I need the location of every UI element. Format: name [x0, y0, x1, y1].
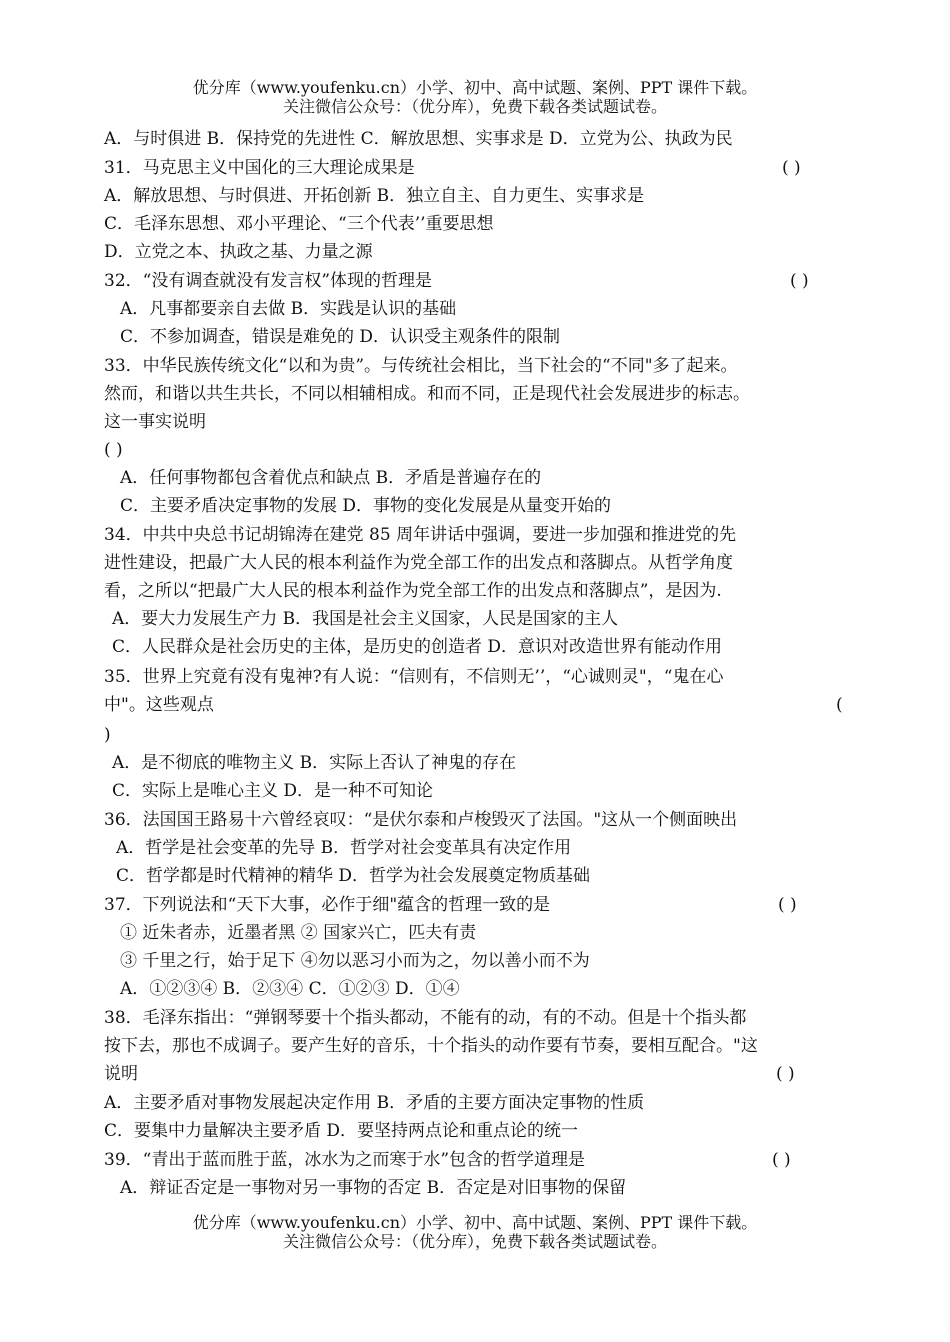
- q31-options-ab: A．解放思想、与时俱进、开拓创新 B．独立自主、自力更生、实事求是: [104, 186, 645, 206]
- q35-options-cd: C．实际上是唯心主义 D．是一种不可知论: [112, 781, 434, 801]
- q33-options-cd: C．主要矛盾决定事物的发展 D．事物的变化发展是从量变开始的: [120, 496, 612, 516]
- q32-stem: 32．“没有调查就没有发言权”体现的哲理是: [104, 271, 433, 291]
- page-footer: [0, 1213, 950, 1251]
- q35-options-ab: A．是不彻底的唯物主义 B．实际上否认了神鬼的存在: [112, 753, 517, 773]
- q37-answer-paren: ( ): [778, 895, 797, 915]
- q36-options-ab: A．哲学是社会变革的先导 B．哲学对社会变革具有决定作用: [116, 838, 572, 858]
- q32-options-ab: A．凡事都要亲自去做 B．实践是认识的基础: [120, 299, 457, 319]
- q38-options-cd: C．要集中力量解决主要矛盾 D．要坚持两点论和重点论的统一: [104, 1121, 579, 1141]
- q33-answer-paren: ( ): [104, 440, 123, 460]
- q32-answer-paren: ( ): [790, 271, 809, 291]
- q33-line-3: 这一事实说明: [104, 412, 206, 432]
- q31-option-c: C．毛泽东思想、邓小平理论、“三个代表’’重要思想: [104, 214, 494, 234]
- q34-line-2: 进性建设，把最广大人民的根本利益作为党全部工作的出发点和落脚点。从哲学角度: [104, 553, 733, 573]
- q35-answer-paren-close: ): [104, 725, 111, 745]
- q39-options-ab: A．辩证否定是一事物对另一事物的否定 B．否定是对旧事物的保留: [120, 1178, 627, 1198]
- q39-answer-paren: ( ): [772, 1150, 791, 1170]
- q37-options: A．①②③④ B．②③④ C．①②③ D．①④: [120, 979, 460, 999]
- q36-options-cd: C．哲学都是时代精神的精华 D．哲学为社会发展奠定物质基础: [116, 866, 591, 886]
- header-line-1: 优分库（www.youfenku.cn）小学、初中、高中试题、案例、PPT 课件下载。: [192, 78, 758, 97]
- q33-options-ab: A．任何事物都包含着优点和缺点 B．矛盾是普遍存在的: [120, 468, 542, 488]
- q31-stem: 31．马克思主义中国化的三大理论成果是: [104, 158, 415, 178]
- q31-option-d: D．立党之本、执政之基、力量之源: [104, 242, 373, 262]
- q30-options: A．与时俱进 B．保持党的先进性 C．解放思想、实事求是 D．立党为公、执政为民: [104, 129, 733, 149]
- q36-stem: 36．法国国王路易十六曾经哀叹：“是伏尔泰和卢梭毁灭了法国。"这从一个侧面映出: [104, 810, 738, 830]
- q37-stem: 37．下列说法和“天下大事，必作于细"蕴含的哲理一致的是: [104, 895, 551, 915]
- q34-options-cd: C．人民群众是社会历史的主体，是历史的创造者 D．意识对改造世界有能动作用: [112, 637, 723, 657]
- q31-answer-paren: ( ): [782, 158, 801, 178]
- q34-line-3: 看，之所以“把最广大人民的根本利益作为党全部工作的出发点和落脚点”，是因为.: [104, 581, 722, 601]
- q38-options-ab: A．主要矛盾对事物发展起决定作用 B．矛盾的主要方面决定事物的性质: [104, 1093, 645, 1113]
- q37-items-3-4: ③ 千里之行，始于足下 ④勿以恶习小而为之，勿以善小而不为: [120, 951, 590, 971]
- q38-line-3: 说明: [104, 1064, 138, 1084]
- q34-line-1: 34．中共中央总书记胡锦涛在建党 85 周年讲话中强调，要进一步加强和推进党的先: [104, 525, 737, 545]
- q37-items-1-2: ① 近朱者赤，近墨者黑 ② 国家兴亡，匹夫有责: [120, 923, 477, 943]
- q38-answer-paren: ( ): [776, 1064, 795, 1084]
- footer-line-2: 关注微信公众号：（优分库），免费下载各类试题试卷。: [282, 1232, 667, 1251]
- q33-line-1: 33．中华民族传统文化“以和为贵”。与传统社会相比，当下社会的“不同"多了起来。: [104, 356, 738, 376]
- q35-line-1: 35．世界上究竟有没有鬼神?有人说：“信则有，不信则无’’，“心诚则灵"，“鬼在心: [104, 667, 724, 687]
- q38-line-2: 按下去，那也不成调子。要产生好的音乐，十个指头的动作要有节奏，要相互配合。"这: [104, 1036, 758, 1056]
- footer-line-1: 优分库（www.youfenku.cn）小学、初中、高中试题、案例、PPT 课件下载。: [192, 1213, 758, 1232]
- page-header: [0, 78, 950, 116]
- q39-stem: 39．“青出于蓝而胜于蓝，冰水为之而寒于水”包含的哲学道理是: [104, 1150, 586, 1170]
- q32-options-cd: C．不参加调查，错误是难免的 D．认识受主观条件的限制: [120, 327, 561, 347]
- q38-line-1: 38．毛泽东指出：“弹钢琴要十个指头都动，不能有的动，有的不动。但是十个指头都: [104, 1008, 747, 1028]
- header-line-2: 关注微信公众号：（优分库），免费下载各类试题试卷。: [282, 97, 667, 116]
- q33-line-2: 然而，和谐以共生共长，不同以相辅相成。和而不同，正是现代社会发展进步的标志。: [104, 384, 750, 404]
- q35-answer-paren-open: (: [836, 695, 843, 715]
- q35-line-2: 中"。这些观点: [104, 695, 214, 715]
- q34-options-ab: A．要大力发展生产力 B．我国是社会主义国家，人民是国家的主人: [112, 609, 619, 629]
